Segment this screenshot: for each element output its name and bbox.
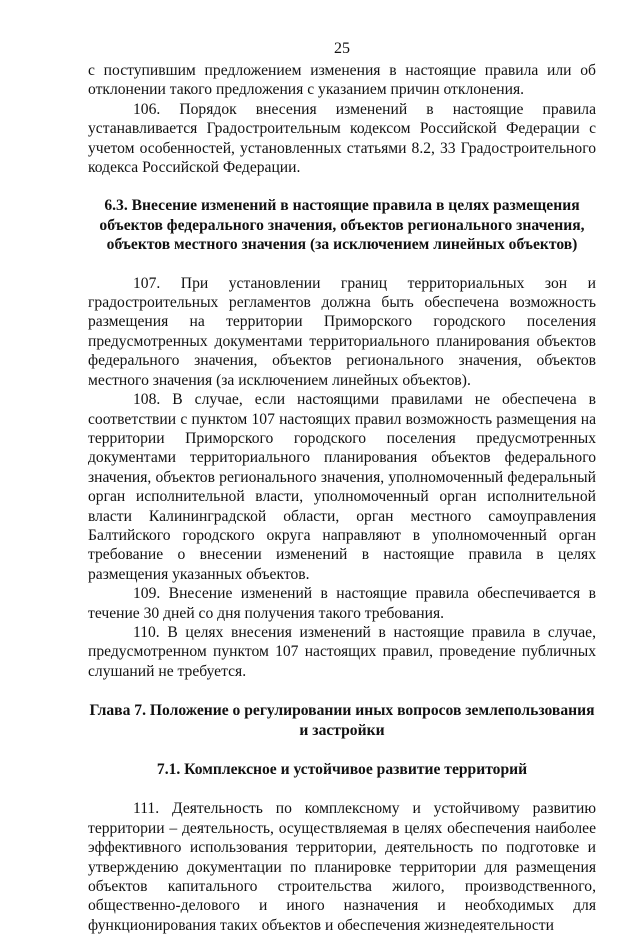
spacer	[88, 779, 596, 799]
page-number: 25	[334, 40, 350, 57]
paragraph-110: 110. В целях внесения изменений в настоящие правила в случае, предусмотренном пунктом 107 настоящих правил, проведение публичных слушаний не требуется.	[88, 623, 596, 680]
paragraph-106: 106. Порядок внесения изменений в настоящие правила устанавливается Градостроительным кодексом Российской Федерации с учетом особенностей, установленных статьями 8.2, 33 Градостроительного кодекса Российской Федерации.	[88, 100, 596, 177]
paragraph-111: 111. Деятельность по комплексному и устойчивому развитию территории – деятельность, осуществляемая в целях обеспечения наиболее эффективного использования территории, деятельность по подготовке и утверждению документации по планировке территории для размещения объектов капитального строительства жилого, производственного, общественно-делового и иного назначения и необходимых для функционирования таких объектов и обеспечения жизнедеятельности	[88, 800, 596, 934]
paragraph-108: 108. В случае, если настоящими правилами не обеспечена в соответствии с пунктом 107 настоящих правил возможность размещения на территории Приморского городского поселения предусмотренных документами территориального планирования объектов федерального значения, объектов регионального значения, уполномоченный федеральный орган исполнительной власти, уполномоченный орган исполнительной власти Калининградской области, орган местного самоуправления Балтийского городского округа направляют в уполномоченный орган требование о внесении изменений в настоящие правила в целях размещения указанных объектов.	[88, 391, 596, 583]
paragraph-105-continuation: с поступившим предложением изменения в настоящие правила или об отклонении такого предложения с указанием причин отклонения.	[88, 62, 596, 99]
spacer	[88, 255, 596, 274]
spacer	[88, 681, 596, 701]
spacer	[88, 740, 596, 760]
chapter-heading-7: Глава 7. Положение о регулировании иных вопросов землепользования и застройки	[89, 702, 595, 739]
spacer	[88, 177, 596, 196]
paragraph-109: 109. Внесение изменений в настоящие правила обеспечивается в течение 30 дней со дня получения такого требования.	[88, 585, 596, 622]
paragraph-107: 107. При установлении границ территориальных зон и градостроительных регламентов должна быть обеспечена возможность размещения на территории Приморского городского поселения предусмотренных документами территориального планирования объектов федерального значения, объектов регионального значения, объектов местного значения (за исключением линейных объектов).	[88, 274, 596, 389]
section-heading-7-1: 7.1. Комплексное и устойчивое развитие территорий	[156, 761, 528, 778]
document-body	[88, 61, 596, 935]
section-heading-6-3: 6.3. Внесение изменений в настоящие правила в целях размещения объектов федерального значения, объектов регионального значения, объектов местного значения (за исключением линейных объектов)	[99, 197, 585, 254]
